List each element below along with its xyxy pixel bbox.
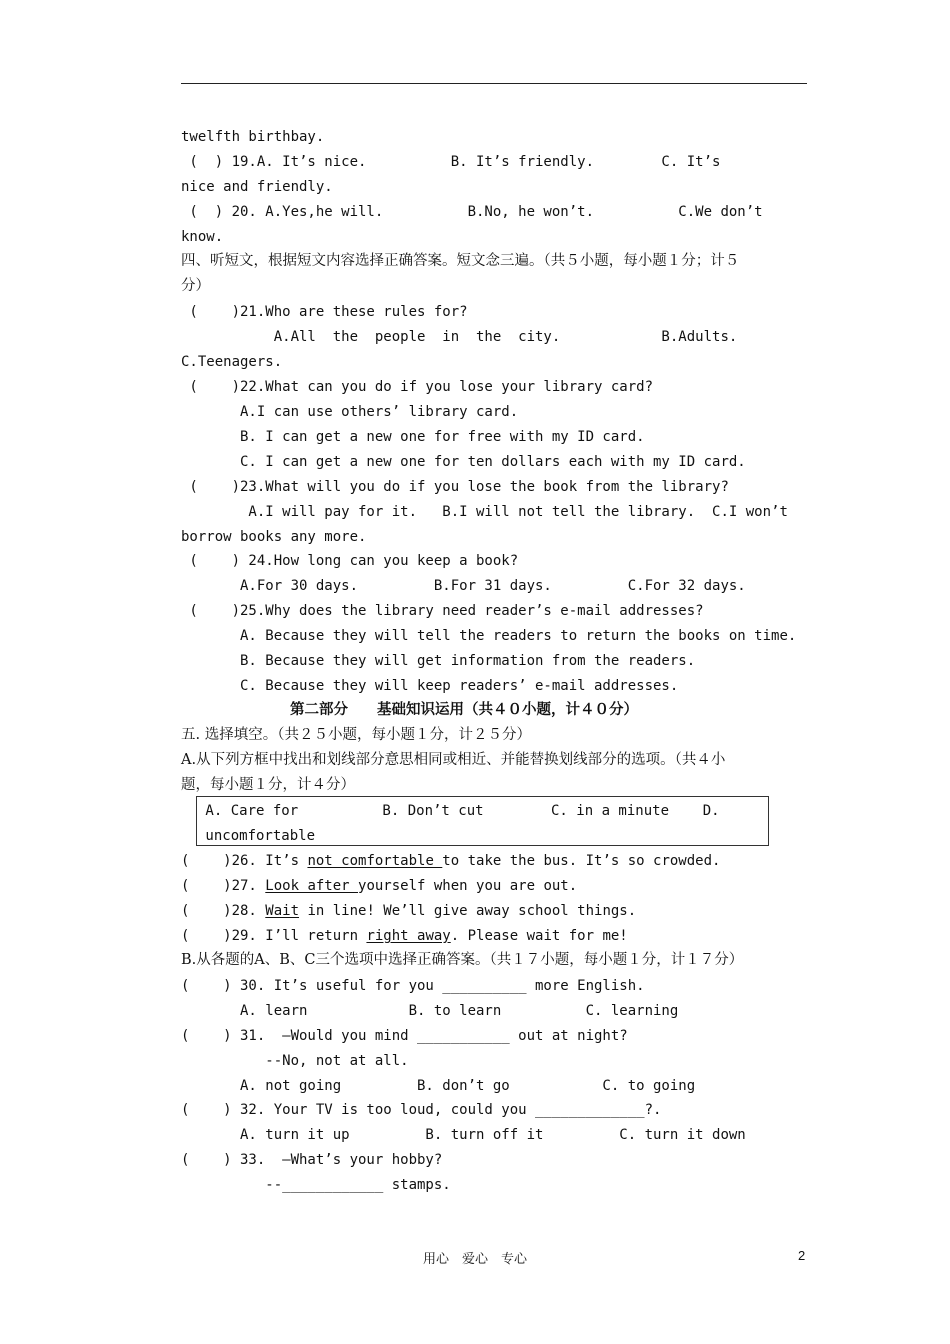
question-30-options: A. learn B. to learn C. learning (181, 1003, 679, 1019)
question-31-answer: --No, not at all. (181, 1053, 409, 1069)
underlined-phrase: Look after (265, 878, 359, 894)
question-25-option-b: B. Because they will get information from the readers. (181, 653, 696, 669)
question-32-options: A. turn it up B. turn off it C. turn it down (181, 1127, 746, 1143)
section-4-heading-cont: 分） (181, 278, 210, 294)
question-19-cont: nice and friendly. (181, 179, 333, 195)
part-2-heading: 第二部分 基础知识运用（共４０小题，计４０分） (290, 701, 638, 718)
question-21: ( )21.Who are these rules for? (181, 304, 468, 320)
page-footer: 用心 爱心 专心 (422, 1252, 527, 1267)
option-box-line: uncomfortable (197, 828, 316, 844)
section-a-heading-cont: 题，每小题１分，计４分） (181, 777, 355, 793)
question-20-cont: know. (181, 229, 224, 245)
question-22: ( )22.What can you do if you lose your library card? (181, 379, 654, 395)
question-28: ( )28. Wait in line! We’ll give away school things. (181, 903, 637, 919)
section-a-heading: A.从下列方框中找出和划线部分意思相同或相近、并能替换划线部分的选项。（共４小 (181, 752, 726, 768)
question-23-options-cont: borrow books any more. (181, 529, 367, 545)
question-30: ( ) 30. It’s useful for you __________ more English. (181, 978, 645, 994)
question-21-options-cont: C.Teenagers. (181, 354, 283, 370)
text-line: twelfth birthbay. (181, 129, 325, 145)
question-22-option-b: B. I can get a new one for free with my ID card. (181, 429, 645, 445)
question-29: ( )29. I’ll return right away. Please wait for me! (181, 928, 628, 944)
question-31-options: A. not going B. don’t go C. to going (181, 1078, 696, 1094)
question-19: ( ) 19.A. It’s nice. B. It’s friendly. C. It’s (181, 154, 721, 170)
question-26: ( )26. It’s not comfortable to take the bus. It’s so crowded. (181, 853, 721, 869)
question-31: ( ) 31. –Would you mind ___________ out at night? (181, 1028, 628, 1044)
underlined-phrase: right away (366, 928, 451, 944)
question-27: ( )27. Look after yourself when you are out. (181, 878, 578, 894)
question-23-options: A.I will pay for it. B.I will not tell the library. C.I won’t (181, 504, 788, 520)
question-25-option-c: C. Because they will keep readers’ e-mail addresses. (181, 678, 679, 694)
header-rule (181, 83, 807, 84)
question-21-options: A.All the people in the city. B.Adults. (181, 329, 738, 345)
underlined-phrase: not comfortable (307, 853, 443, 869)
question-25: ( )25.Why does the library need reader’s e-mail addresses? (181, 603, 704, 619)
question-24: ( ) 24.How long can you keep a book? (181, 553, 519, 569)
underlined-phrase: Wait (265, 903, 300, 919)
question-23: ( )23.What will you do if you lose the book from the library? (181, 479, 729, 495)
question-24-options: A.For 30 days. B.For 31 days. C.For 32 days. (181, 578, 746, 594)
section-5-heading: 五. 选择填空。（共２５小题，每小题１分，计２５分） (181, 727, 531, 743)
option-box-line: A. Care for B. Don’t cut C. in a minute D. (197, 803, 720, 819)
question-32: ( ) 32. Your TV is too loud, could you _____________?. (181, 1102, 662, 1118)
question-33: ( ) 33. –What’s your hobby? (181, 1152, 443, 1168)
question-22-option-c: C. I can get a new one for ten dollars each with my ID card. (181, 454, 746, 470)
question-22-option-a: A.I can use others’ library card. (181, 404, 519, 420)
page-number: 2 (798, 1248, 806, 1263)
question-33-answer: --____________ stamps. (181, 1177, 451, 1193)
question-25-option-a: A. Because they will tell the readers to return the books on time. (181, 628, 797, 644)
section-b-heading: B.从各题的A、B、C三个选项中选择正确答案。（共１７小题，每小题１分，计１７分） (181, 952, 744, 968)
section-4-heading: 四、听短文，根据短文内容选择正确答案。短文念三遍。（共５小题，每小题１分；计５ (181, 253, 740, 269)
question-20: ( ) 20. A.Yes,he will. B.No, he won’t. C.We don’t (181, 204, 763, 220)
